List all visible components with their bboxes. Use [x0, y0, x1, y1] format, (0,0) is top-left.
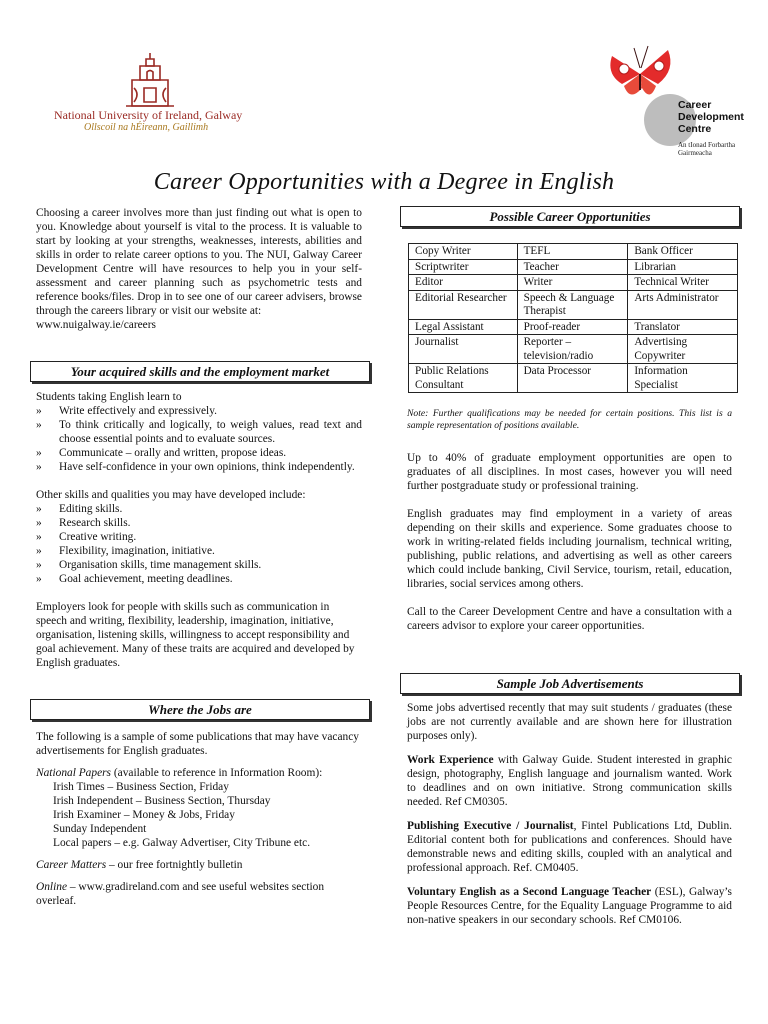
list-item: » Organisation skills, time management skills.: [36, 558, 362, 572]
list-item: » Creative writing.: [36, 530, 362, 544]
table-cell: Translator: [628, 319, 738, 335]
jobs-intro: The following is a sample of some publications that may have vacancy advertisements for English graduates.: [36, 731, 359, 757]
table-cell: Librarian: [628, 259, 738, 275]
table-cell: Advertising Copywriter: [628, 335, 738, 364]
nuig-logo: [54, 50, 254, 132]
job-ad: Publishing Executive / Journalist, Fintel Publications Ltd, Dublin. Editorial content both for publications and conferences. Should have demonstrable news and editing skills, coupled with an analytical and professional approach. Ref. CM0405.: [407, 820, 732, 874]
cdc-logo: [604, 44, 754, 160]
jobs-section: [36, 730, 362, 908]
career-matters: Career Matters – our free fortnightly bulletin: [36, 859, 243, 871]
papers-list: [36, 780, 362, 850]
table-cell: Information Specialist: [628, 364, 738, 393]
intro-paragraph: Choosing a career involves more than just finding out what is open to you. Knowledge about yourself is vital to the process. It is valuable to start by looking at your strengths, weaknesses, interests, abilities and skills in order to relate career options to you. The NUI, Galway Career Development Centre will have resources to help you in your self-assessment and career planning such as psychometric tests and reference books/files. Drop in to see one of our career advisers, browse through the careers library or visit our website at: www.nuigalway.ie/careers: [36, 207, 362, 331]
table-row: [409, 290, 738, 319]
table-cell: Arts Administrator: [628, 290, 738, 319]
table-cell: Bank Officer: [628, 244, 738, 260]
jobs-heading: Where the Jobs are: [30, 699, 370, 720]
table-cell: Teacher: [517, 259, 628, 275]
table-cell: Reporter – television/radio: [517, 335, 628, 364]
ads-intro: Some jobs advertised recently that may suit students / graduates (these jobs are not currently available and are shown here for illustration purposes only).: [407, 702, 732, 742]
table-cell: Proof-reader: [517, 319, 628, 335]
table-row: [409, 259, 738, 275]
list-item: » To think critically and logically, to weigh values, read text and choose essential points and to evaluate sources.: [36, 418, 362, 446]
list-item: » Flexibility, imagination, initiative.: [36, 544, 362, 558]
table-cell: Copy Writer: [409, 244, 518, 260]
list-item: Irish Examiner – Money & Jobs, Friday: [53, 809, 235, 821]
cdc-irish-name: An tIonad Forbartha Gairmeacha: [678, 141, 736, 157]
call-paragraph: Call to the Career Development Centre and have a consultation with a careers advisor to explore your career opportunities.: [407, 606, 732, 632]
nuig-name: National University of Ireland, Galway: [54, 108, 243, 122]
online: Online – www.gradireland.com and see useful websites section overleaf.: [36, 881, 325, 907]
skills-section: [36, 390, 362, 670]
table-cell: Data Processor: [517, 364, 628, 393]
table-cell: Editor: [409, 275, 518, 291]
nuig-crest-icon: [120, 50, 180, 112]
job-ad: Voluntary English as a Second Language Teacher (ESL), Galway’s People Resources Centre, for the Equality Language Programme to aid non-native speakers in our secondary schools. Ref CM0106.: [407, 886, 732, 926]
list-item: Sunday Independent: [53, 823, 147, 835]
list-item: » Research skills.: [36, 516, 362, 530]
table-cell: Journalist: [409, 335, 518, 364]
list-item: » Have self-confidence in your own opinions, think independently.: [36, 460, 362, 474]
table-note: Note: Further qualifications may be needed for certain positions. This list is a sample representation of positions available.: [407, 408, 732, 431]
ads-heading: Sample Job Advertisements: [400, 673, 740, 694]
cdc-name: Career Development Centre: [678, 99, 744, 135]
skills-lead: Students taking English learn to: [36, 391, 182, 403]
employers-paragraph: Employers look for people with skills such as communication in speech and writing, flexibility, leadership, imagination, initiative, organisation, listening skills, willingness to accept responsibility and goal achievement. Many of these traits are acquired and developed by English graduates.: [36, 601, 355, 669]
list-item: » Goal achievement, meeting deadlines.: [36, 572, 362, 586]
list-item: » Editing skills.: [36, 502, 362, 516]
graduates-paragraph: Up to 40% of graduate employment opportunities are open to graduates of all disciplines. In most cases, however you will need further postgraduate study or professional training.: [407, 452, 732, 492]
list-item: Irish Times – Business Section, Friday: [53, 781, 229, 793]
other-skills-lead: Other skills and qualities you may have developed include:: [36, 489, 306, 501]
table-cell: Speech & Language Therapist: [517, 290, 628, 319]
table-cell: Scriptwriter: [409, 259, 518, 275]
careers-url[interactable]: www.nuigalway.ie/careers: [36, 319, 156, 331]
job-ad: Work Experience with Galway Guide. Student interested in graphic design, photography, English language and journalism wanted. Work to deadlines and on own initiative. Strong communication skills needed. Ref CM0305.: [407, 754, 732, 808]
career-table: [408, 243, 738, 393]
list-item: Irish Independent – Business Section, Thursday: [53, 795, 271, 807]
table-cell: TEFL: [517, 244, 628, 260]
right-column: [407, 408, 732, 633]
skills-heading: Your acquired skills and the employment market: [30, 361, 370, 382]
table-cell: Public Relations Consultant: [409, 364, 518, 393]
other-skills-list: [36, 502, 362, 586]
page-title: Career Opportunities with a Degree in English: [153, 169, 615, 195]
ads-section: [407, 701, 732, 927]
list-item: Local papers – e.g. Galway Advertiser, City Tribune etc.: [53, 837, 311, 849]
table-row: [409, 244, 738, 260]
table-cell: Writer: [517, 275, 628, 291]
list-item: » Communicate – orally and written, propose ideas.: [36, 446, 362, 460]
nuig-irish-name: Ollscoil na hÉireann, Gaillimh: [84, 122, 209, 133]
left-column: [36, 206, 362, 332]
table-cell: Legal Assistant: [409, 319, 518, 335]
table-row: [409, 335, 738, 364]
table-row: [409, 319, 738, 335]
employment-paragraph: English graduates may find employment in a variety of areas depending on their skills and experience. Some graduates choose to work in writing-related fields including journalism, technical writing, publishing, public relations, and advertising as well as other careers which could include banking, Civil Service, tourism, retail, education, libraries, social services among others.: [407, 508, 732, 590]
skills-list: [36, 404, 362, 474]
list-item: » Write effectively and expressively.: [36, 404, 362, 418]
table-row: [409, 275, 738, 291]
table-cell: Technical Writer: [628, 275, 738, 291]
national-papers: National Papers (available to reference in Information Room):: [36, 767, 323, 779]
table-cell: Editorial Researcher: [409, 290, 518, 319]
opportunities-heading: Possible Career Opportunities: [400, 206, 740, 227]
table-row: [409, 364, 738, 393]
